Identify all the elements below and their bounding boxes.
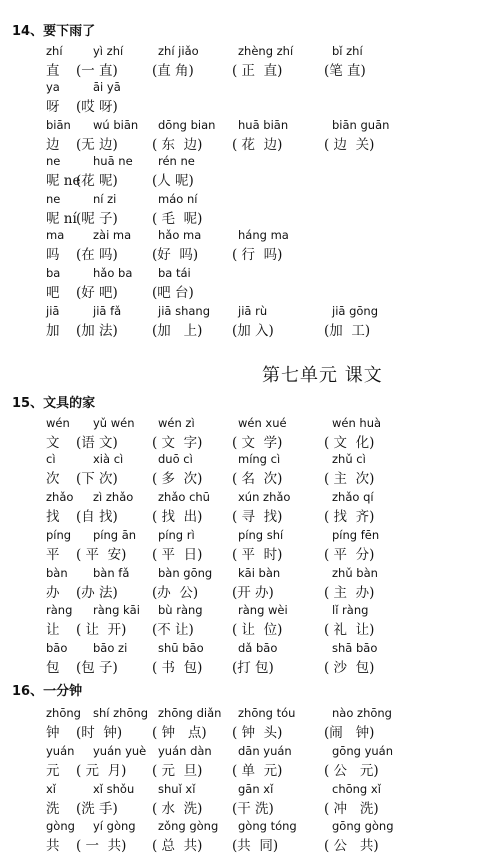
word-text: (在 吗): [76, 247, 118, 263]
pinyin-text: wén zì: [158, 416, 195, 430]
word-text: ( 多 次): [152, 471, 203, 487]
character-text: 加: [46, 323, 60, 339]
vocab-row: [0, 528, 500, 568]
pinyin-text: wén: [46, 416, 70, 430]
pinyin-text: píng: [46, 528, 72, 542]
pinyin-text: píng fēn: [332, 528, 380, 542]
pinyin-text: wú biān: [93, 118, 139, 132]
character-text: 次: [46, 471, 60, 487]
pinyin-text: zhèng zhí: [238, 44, 294, 58]
vocab-row: [0, 44, 500, 84]
vocab-row: [0, 154, 500, 194]
vocab-row: [0, 782, 500, 822]
word-text: ( 书 包): [152, 660, 203, 676]
pinyin-text: bàn fǎ: [93, 566, 130, 580]
word-text: (加 上): [152, 323, 203, 339]
vocab-row: [0, 192, 500, 232]
pinyin-text: píng ān: [93, 528, 137, 542]
vocab-row: [0, 304, 500, 344]
pinyin-text: jiā: [46, 304, 60, 318]
character-text: 吗: [46, 247, 60, 263]
word-text: (加 入): [232, 323, 274, 339]
pinyin-text: zhōng tóu: [238, 706, 296, 720]
word-text: (包 子): [76, 660, 118, 676]
character-text: 让: [46, 622, 60, 638]
word-text: ( 正 直): [232, 63, 283, 79]
vocab-row: [0, 490, 500, 530]
word-text: ( 元 旦): [152, 763, 203, 779]
pinyin-text: ma: [46, 228, 65, 242]
pinyin-text: shuǐ xǐ: [158, 782, 196, 796]
pinyin-text: bàn gōng: [158, 566, 213, 580]
character-text: 呀: [46, 99, 60, 115]
vocab-row: [0, 266, 500, 306]
pinyin-text: nào zhōng: [332, 706, 392, 720]
pinyin-text: xǐ: [46, 782, 57, 796]
pinyin-text: jiā fǎ: [93, 304, 122, 318]
character-text: 吧: [46, 285, 60, 301]
word-text: ( 找 出): [152, 509, 203, 525]
character-text: 文: [46, 435, 60, 451]
word-text: (人 呢): [152, 173, 194, 189]
word-text: ( 平 日): [152, 547, 203, 563]
pinyin-text: zì zhǎo: [93, 490, 134, 504]
vocab-row: [0, 744, 500, 784]
pinyin-text: gōng gòng: [332, 819, 394, 833]
word-text: ( 名 次): [232, 471, 283, 487]
pinyin-text: zhǎo: [46, 490, 74, 504]
pinyin-text: yuán: [46, 744, 75, 758]
pinyin-text: zhǎo chū: [158, 490, 210, 504]
pinyin-text: ya: [46, 80, 60, 94]
word-text: ( 公 元): [324, 763, 379, 779]
character-text: 平: [46, 547, 60, 563]
vocab-row: [0, 641, 500, 681]
pinyin-text: bàn: [46, 566, 68, 580]
word-text: ( 礼 让): [324, 622, 375, 638]
pinyin-text: máo ní: [158, 192, 198, 206]
word-text: (打 包): [232, 660, 274, 676]
word-text: (办 公): [152, 585, 199, 601]
word-text: (笔 直): [324, 63, 366, 79]
word-text: (语 文): [76, 435, 118, 451]
word-text: ( 一 共): [76, 838, 127, 854]
word-text: (时 钟): [76, 725, 123, 741]
word-text: (下 次): [76, 471, 118, 487]
word-text: (呢 子): [76, 211, 118, 227]
pinyin-text: zhí: [46, 44, 63, 58]
vocab-row: [0, 118, 500, 158]
word-text: ( 毛 呢): [152, 211, 203, 227]
pinyin-text: xià cì: [93, 452, 124, 466]
vocab-row: [0, 706, 500, 746]
lesson-title: 16、一分钟: [12, 684, 83, 699]
word-text: (花 呢): [76, 173, 118, 189]
word-text: (无 边): [76, 137, 118, 153]
unit-heading: 第七单元 课文: [262, 365, 383, 386]
word-text: (一 直): [76, 63, 118, 79]
vocab-row: [0, 228, 500, 268]
pinyin-text: zhǎo qí: [332, 490, 374, 504]
pinyin-text: píng shí: [238, 528, 284, 542]
word-text: (不 让): [152, 622, 194, 638]
word-text: ( 主 次): [324, 471, 375, 487]
pinyin-text: shū bāo: [158, 641, 204, 655]
pinyin-text: hǎo ba: [93, 266, 133, 280]
pinyin-text: gān xǐ: [238, 782, 274, 796]
pinyin-text: yuán yuè: [93, 744, 147, 758]
character-text: 找: [46, 509, 60, 525]
pinyin-text: yì zhí: [93, 44, 124, 58]
pinyin-text: míng cì: [238, 452, 281, 466]
word-text: ( 总 共): [152, 838, 203, 854]
pinyin-text: ba: [46, 266, 61, 280]
word-text: ( 行 吗): [232, 247, 283, 263]
word-text: ( 元 月): [76, 763, 127, 779]
pinyin-text: biān guān: [332, 118, 390, 132]
pinyin-text: yǔ wén: [93, 416, 135, 430]
vocab-row: [0, 566, 500, 606]
character-text: 呢 ní: [46, 211, 77, 227]
word-text: ( 平 安): [76, 547, 127, 563]
word-text: ( 主 办): [324, 585, 375, 601]
word-text: (好 吧): [76, 285, 118, 301]
pinyin-text: biān: [46, 118, 71, 132]
pinyin-text: shí zhōng: [93, 706, 149, 720]
pinyin-text: dōng bian: [158, 118, 216, 132]
word-text: ( 花 边): [232, 137, 283, 153]
word-text: ( 水 洗): [152, 801, 203, 817]
pinyin-text: ne: [46, 192, 61, 206]
pinyin-text: zhǔ bàn: [332, 566, 378, 580]
pinyin-text: ràng kāi: [93, 603, 140, 617]
word-text: ( 平 时): [232, 547, 283, 563]
pinyin-text: yuán dàn: [158, 744, 212, 758]
character-text: 包: [46, 660, 60, 676]
pinyin-text: jiā shang: [158, 304, 211, 318]
pinyin-text: rén ne: [158, 154, 195, 168]
word-text: (洗 手): [76, 801, 118, 817]
pinyin-text: bǐ zhí: [332, 44, 363, 58]
pinyin-text: duō cì: [158, 452, 193, 466]
pinyin-text: kāi bàn: [238, 566, 281, 580]
word-text: ( 单 元): [232, 763, 283, 779]
pinyin-text: píng rì: [158, 528, 195, 542]
character-text: 办: [46, 585, 60, 601]
word-text: (直 角): [152, 63, 194, 79]
word-text: ( 让 位): [232, 622, 283, 638]
word-text: ( 找 齐): [324, 509, 375, 525]
pinyin-text: jiā rù: [238, 304, 268, 318]
vocab-row: [0, 603, 500, 643]
word-text: (闹 钟): [324, 725, 375, 741]
pinyin-text: jiā gōng: [332, 304, 379, 318]
pinyin-text: huā ne: [93, 154, 133, 168]
pinyin-text: zhōng: [46, 706, 81, 720]
pinyin-text: shā bāo: [332, 641, 378, 655]
vocab-row: [0, 80, 500, 120]
character-text: 呢 ne: [46, 173, 81, 189]
word-text: ( 沙 包): [324, 660, 375, 676]
word-text: ( 公 共): [324, 838, 379, 854]
pinyin-text: zhǔ cì: [332, 452, 366, 466]
character-text: 钟: [46, 725, 60, 741]
pinyin-text: bù ràng: [158, 603, 203, 617]
word-text: ( 东 边): [152, 137, 203, 153]
pinyin-text: āi yā: [93, 80, 121, 94]
word-text: ( 钟 点): [152, 725, 207, 741]
character-text: 共: [46, 838, 60, 854]
word-text: (共 同): [232, 838, 279, 854]
pinyin-text: gōng yuán: [332, 744, 394, 758]
word-text: ( 平 分): [324, 547, 375, 563]
word-text: (加 法): [76, 323, 118, 339]
word-text: (加 工): [324, 323, 371, 339]
word-text: ( 冲 洗): [324, 801, 379, 817]
vocab-row: [0, 819, 500, 859]
pinyin-text: zhōng diǎn: [158, 706, 222, 720]
pinyin-text: dān yuán: [238, 744, 292, 758]
pinyin-text: zài ma: [93, 228, 132, 242]
lesson-title: 15、文具的家: [12, 396, 96, 411]
pinyin-text: ba tái: [158, 266, 191, 280]
character-text: 元: [46, 763, 60, 779]
word-text: ( 文 字): [152, 435, 203, 451]
pinyin-text: dǎ bāo: [238, 641, 278, 655]
pinyin-text: ní zi: [93, 192, 117, 206]
word-text: ( 边 关): [324, 137, 375, 153]
character-text: 洗: [46, 801, 60, 817]
pinyin-text: xǐ shǒu: [93, 782, 135, 796]
pinyin-text: wén xué: [238, 416, 287, 430]
pinyin-text: zǒng gòng: [158, 819, 219, 833]
vocab-row: [0, 416, 500, 456]
pinyin-text: gòng: [46, 819, 75, 833]
pinyin-text: ràng wèi: [238, 603, 288, 617]
lesson-title: 14、要下雨了: [12, 24, 96, 39]
word-text: (自 找): [76, 509, 118, 525]
pinyin-text: cì: [46, 452, 56, 466]
word-text: (好 吗): [152, 247, 199, 263]
word-text: (吧 台): [152, 285, 194, 301]
word-text: ( 文 化): [324, 435, 375, 451]
pinyin-text: bāo zi: [93, 641, 128, 655]
pinyin-text: yí gòng: [93, 819, 136, 833]
word-text: ( 寻 找): [232, 509, 283, 525]
pinyin-text: wén huà: [332, 416, 382, 430]
character-text: 边: [46, 137, 60, 153]
pinyin-text: hǎo ma: [158, 228, 202, 242]
word-text: ( 钟 头): [232, 725, 283, 741]
pinyin-text: ràng: [46, 603, 73, 617]
word-text: (办 法): [76, 585, 118, 601]
word-text: (哎 呀): [76, 99, 118, 115]
word-text: (开 办): [232, 585, 274, 601]
character-text: 直: [46, 63, 60, 79]
pinyin-text: chōng xǐ: [332, 782, 381, 796]
pinyin-text: gòng tóng: [238, 819, 297, 833]
pinyin-text: háng ma: [238, 228, 289, 242]
word-text: ( 让 开): [76, 622, 127, 638]
pinyin-text: lǐ ràng: [332, 603, 369, 617]
pinyin-text: bāo: [46, 641, 68, 655]
vocab-row: [0, 452, 500, 492]
pinyin-text: xún zhǎo: [238, 490, 291, 504]
word-text: (干 洗): [232, 801, 274, 817]
pinyin-text: huā biān: [238, 118, 289, 132]
pinyin-text: ne: [46, 154, 61, 168]
pinyin-text: zhí jiǎo: [158, 44, 199, 58]
word-text: ( 文 学): [232, 435, 283, 451]
